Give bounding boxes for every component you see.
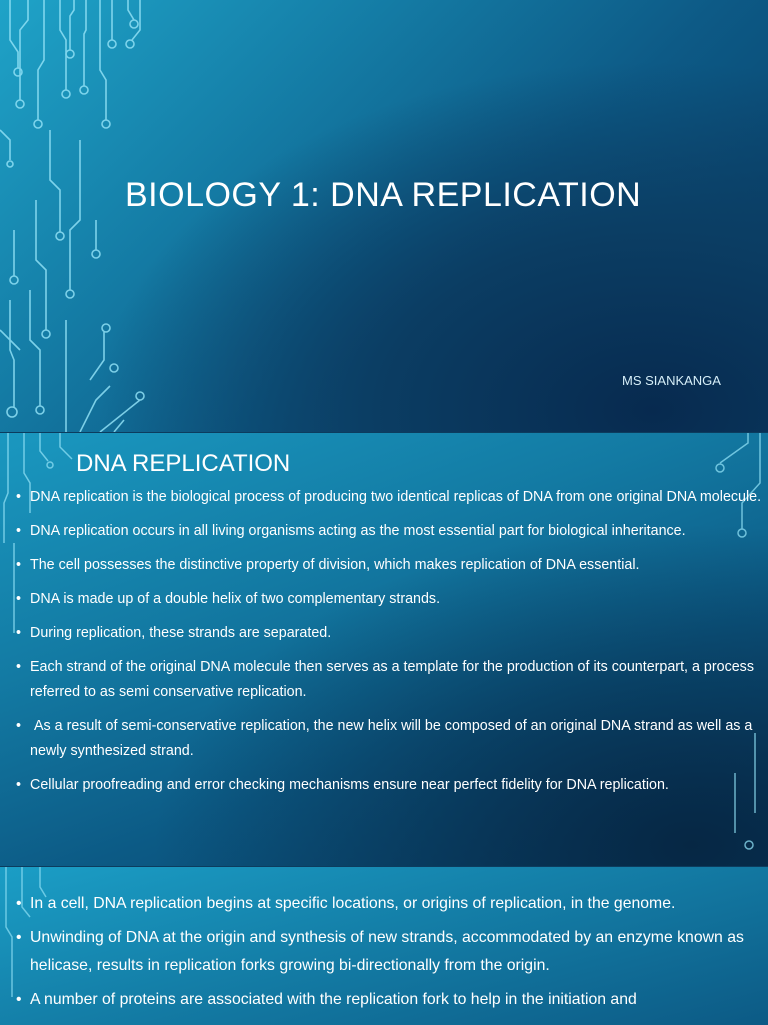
bullet-list <box>16 485 764 807</box>
content-slide-dna-replication <box>0 432 768 867</box>
circuit-decoration-icon <box>0 0 200 432</box>
bullet-text: DNA replication is the biological process of producing two identical replicas of DNA from one original DNA molecule. <box>30 489 762 505</box>
list-item <box>16 553 764 578</box>
list-item <box>16 986 764 1014</box>
bullet-dot-icon: • <box>16 718 22 734</box>
list-item <box>16 621 764 646</box>
bullet-dot-icon: • <box>16 591 22 607</box>
bullet-text: During replication, these strands are separated. <box>30 625 332 641</box>
bullet-text: DNA replication occurs in all living organisms acting as the most essential part for biological inheritance. <box>30 523 686 539</box>
title-slide <box>0 0 768 432</box>
bullet-dot-icon: • <box>16 895 22 912</box>
bullet-text: Each strand of the original DNA molecule then serves as a template for the production of its counterpart, a process referred to as semi conservative replication. <box>30 659 754 700</box>
slide-title: BIOLOGY 1: DNA REPLICATION <box>125 176 642 214</box>
bullet-dot-icon: • <box>16 523 22 539</box>
bullet-text: DNA is made up of a double helix of two complementary strands. <box>30 591 441 607</box>
bullet-dot-icon: • <box>16 625 22 641</box>
list-item <box>16 714 764 764</box>
bullet-dot-icon: • <box>16 659 22 675</box>
bullet-text: As a result of semi-conservative replication, the new helix will be composed of an original DNA strand as well as a newly synthesized strand. <box>30 718 757 759</box>
list-item <box>16 519 764 544</box>
list-item <box>16 655 764 705</box>
bullet-dot-icon: • <box>16 929 22 946</box>
bullet-text: Cellular proofreading and error checking mechanisms ensure near perfect fidelity for DNA replication. <box>30 777 669 793</box>
bullet-text: Unwinding of DNA at the origin and synthesis of new strands, accommodated by an enzyme known as helicase, results in replication forks growing bi-directionally from the origin. <box>30 929 744 974</box>
bullet-text: The cell possesses the distinctive property of division, which makes replication of DNA essential. <box>30 557 640 573</box>
bullet-dot-icon: • <box>16 777 22 793</box>
bullet-dot-icon: • <box>16 489 22 505</box>
list-item <box>16 485 764 510</box>
bullet-dot-icon: • <box>16 991 22 1008</box>
list-item <box>16 773 764 798</box>
slide-author: MS SIANKANGA <box>622 373 721 388</box>
bullet-dot-icon: • <box>16 557 22 573</box>
list-item <box>16 890 764 918</box>
list-item <box>16 587 764 612</box>
bullet-text: In a cell, DNA replication begins at specific locations, or origins of replication, in the genome. <box>30 895 676 912</box>
bullet-text: A number of proteins are associated with the replication fork to help in the initiation and <box>30 991 637 1008</box>
bullet-list <box>16 890 764 1020</box>
slide-heading: DNA REPLICATION <box>76 450 291 477</box>
content-slide-replication-origin <box>0 866 768 1025</box>
list-item <box>16 924 764 980</box>
